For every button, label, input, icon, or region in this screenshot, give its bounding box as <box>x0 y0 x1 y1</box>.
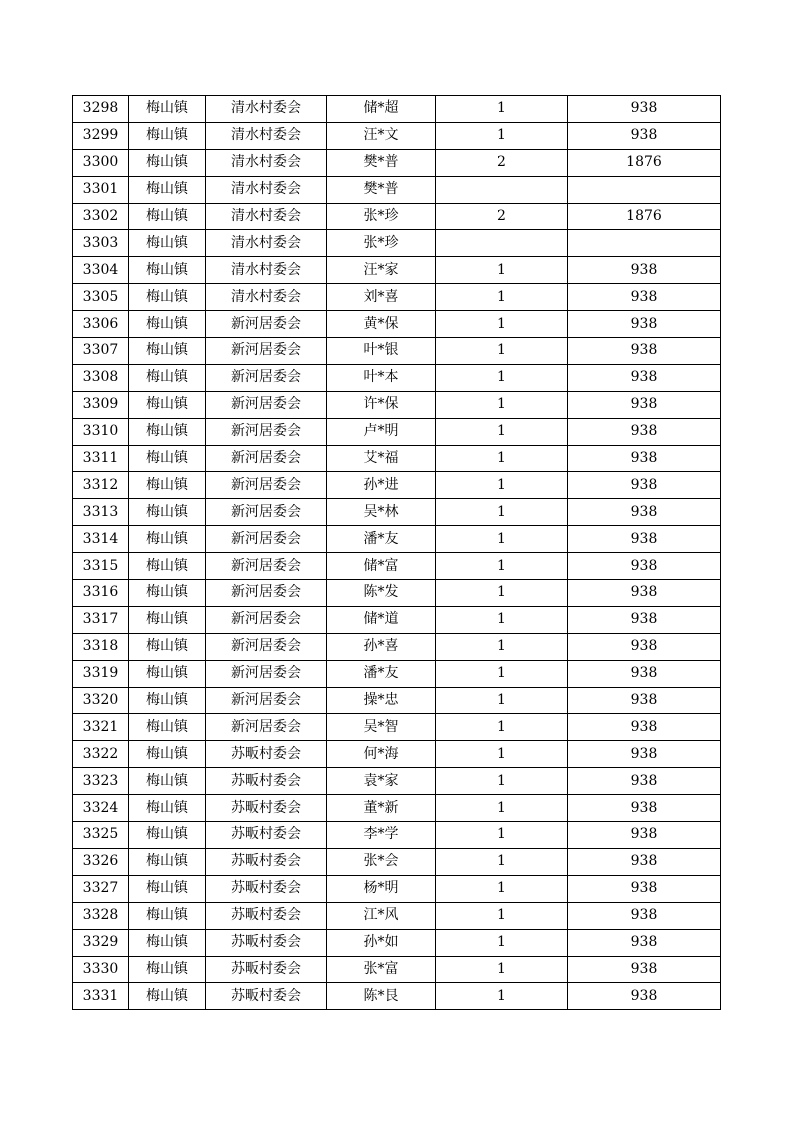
village-committee-cell: 新河居委会 <box>206 418 327 445</box>
town-cell: 梅山镇 <box>129 149 206 176</box>
serial-number-cell: 3308 <box>73 364 129 391</box>
table-row <box>73 714 721 741</box>
village-committee-cell: 清水村委会 <box>206 284 327 311</box>
amount-cell <box>568 230 721 257</box>
serial-number-cell: 3328 <box>73 902 129 929</box>
town-cell: 梅山镇 <box>129 499 206 526</box>
town-cell: 梅山镇 <box>129 230 206 257</box>
serial-number-cell: 3307 <box>73 338 129 365</box>
amount-cell: 938 <box>568 687 721 714</box>
serial-number-cell: 3327 <box>73 875 129 902</box>
town-cell: 梅山镇 <box>129 96 206 123</box>
table-row <box>73 499 721 526</box>
count-cell: 1 <box>436 364 568 391</box>
count-cell: 1 <box>436 122 568 149</box>
person-name-cell: 孙*进 <box>327 472 436 499</box>
town-cell: 梅山镇 <box>129 902 206 929</box>
count-cell: 2 <box>436 149 568 176</box>
town-cell: 梅山镇 <box>129 445 206 472</box>
amount-cell: 938 <box>568 96 721 123</box>
table-row <box>73 96 721 123</box>
town-cell: 梅山镇 <box>129 553 206 580</box>
serial-number-cell: 3322 <box>73 741 129 768</box>
village-committee-cell: 新河居委会 <box>206 445 327 472</box>
count-cell: 1 <box>436 526 568 553</box>
count-cell: 1 <box>436 606 568 633</box>
serial-number-cell: 3331 <box>73 983 129 1010</box>
village-committee-cell: 清水村委会 <box>206 176 327 203</box>
serial-number-cell: 3312 <box>73 472 129 499</box>
amount-cell: 938 <box>568 822 721 849</box>
count-cell: 1 <box>436 391 568 418</box>
person-name-cell: 储*富 <box>327 553 436 580</box>
count-cell: 1 <box>436 472 568 499</box>
table-row <box>73 149 721 176</box>
person-name-cell: 陈*发 <box>327 580 436 607</box>
serial-number-cell: 3299 <box>73 122 129 149</box>
serial-number-cell: 3301 <box>73 176 129 203</box>
roster-table-body <box>73 96 721 1010</box>
serial-number-cell: 3326 <box>73 848 129 875</box>
person-name-cell: 吴*林 <box>327 499 436 526</box>
serial-number-cell: 3324 <box>73 795 129 822</box>
table-row <box>73 902 721 929</box>
count-cell: 1 <box>436 257 568 284</box>
person-name-cell: 何*海 <box>327 741 436 768</box>
amount-cell: 938 <box>568 391 721 418</box>
town-cell: 梅山镇 <box>129 418 206 445</box>
person-name-cell: 张*珍 <box>327 230 436 257</box>
amount-cell: 938 <box>568 499 721 526</box>
village-committee-cell: 新河居委会 <box>206 311 327 338</box>
town-cell: 梅山镇 <box>129 660 206 687</box>
amount-cell: 938 <box>568 741 721 768</box>
village-committee-cell: 新河居委会 <box>206 606 327 633</box>
table-row <box>73 929 721 956</box>
person-name-cell: 潘*友 <box>327 526 436 553</box>
table-row <box>73 633 721 660</box>
village-committee-cell: 新河居委会 <box>206 553 327 580</box>
village-committee-cell: 苏畈村委会 <box>206 768 327 795</box>
table-row <box>73 660 721 687</box>
table-row <box>73 284 721 311</box>
person-name-cell: 陈*艮 <box>327 983 436 1010</box>
person-name-cell: 孙*喜 <box>327 633 436 660</box>
person-name-cell: 张*会 <box>327 848 436 875</box>
serial-number-cell: 3311 <box>73 445 129 472</box>
table-row <box>73 848 721 875</box>
person-name-cell: 樊*普 <box>327 149 436 176</box>
serial-number-cell: 3309 <box>73 391 129 418</box>
amount-cell: 938 <box>568 580 721 607</box>
village-committee-cell: 新河居委会 <box>206 526 327 553</box>
serial-number-cell: 3315 <box>73 553 129 580</box>
village-committee-cell: 苏畈村委会 <box>206 795 327 822</box>
serial-number-cell: 3325 <box>73 822 129 849</box>
count-cell: 1 <box>436 768 568 795</box>
amount-cell: 938 <box>568 553 721 580</box>
count-cell: 1 <box>436 848 568 875</box>
count-cell <box>436 176 568 203</box>
serial-number-cell: 3318 <box>73 633 129 660</box>
village-committee-cell: 新河居委会 <box>206 660 327 687</box>
table-row <box>73 364 721 391</box>
town-cell: 梅山镇 <box>129 848 206 875</box>
serial-number-cell: 3310 <box>73 418 129 445</box>
person-name-cell: 樊*普 <box>327 176 436 203</box>
count-cell <box>436 230 568 257</box>
table-row <box>73 768 721 795</box>
amount-cell: 938 <box>568 284 721 311</box>
town-cell: 梅山镇 <box>129 875 206 902</box>
village-committee-cell: 清水村委会 <box>206 230 327 257</box>
table-row <box>73 822 721 849</box>
person-name-cell: 潘*友 <box>327 660 436 687</box>
amount-cell: 938 <box>568 311 721 338</box>
person-name-cell: 汪*文 <box>327 122 436 149</box>
count-cell: 1 <box>436 445 568 472</box>
table-row <box>73 795 721 822</box>
person-name-cell: 张*珍 <box>327 203 436 230</box>
amount-cell: 938 <box>568 418 721 445</box>
serial-number-cell: 3317 <box>73 606 129 633</box>
serial-number-cell: 3302 <box>73 203 129 230</box>
village-committee-cell: 清水村委会 <box>206 257 327 284</box>
town-cell: 梅山镇 <box>129 795 206 822</box>
count-cell: 1 <box>436 338 568 365</box>
village-committee-cell: 苏畈村委会 <box>206 983 327 1010</box>
person-name-cell: 张*富 <box>327 956 436 983</box>
amount-cell: 938 <box>568 875 721 902</box>
serial-number-cell: 3313 <box>73 499 129 526</box>
count-cell: 1 <box>436 418 568 445</box>
count-cell: 1 <box>436 902 568 929</box>
village-committee-cell: 清水村委会 <box>206 149 327 176</box>
village-committee-cell: 清水村委会 <box>206 203 327 230</box>
count-cell: 1 <box>436 580 568 607</box>
town-cell: 梅山镇 <box>129 606 206 633</box>
serial-number-cell: 3303 <box>73 230 129 257</box>
serial-number-cell: 3300 <box>73 149 129 176</box>
person-name-cell: 卢*明 <box>327 418 436 445</box>
person-name-cell: 许*保 <box>327 391 436 418</box>
table-row <box>73 203 721 230</box>
amount-cell: 938 <box>568 445 721 472</box>
serial-number-cell: 3330 <box>73 956 129 983</box>
table-row <box>73 741 721 768</box>
table-row <box>73 257 721 284</box>
village-committee-cell: 新河居委会 <box>206 580 327 607</box>
town-cell: 梅山镇 <box>129 257 206 284</box>
person-name-cell: 操*忠 <box>327 687 436 714</box>
count-cell: 1 <box>436 553 568 580</box>
town-cell: 梅山镇 <box>129 311 206 338</box>
village-committee-cell: 苏畈村委会 <box>206 902 327 929</box>
village-committee-cell: 苏畈村委会 <box>206 848 327 875</box>
amount-cell: 938 <box>568 633 721 660</box>
table-row <box>73 580 721 607</box>
person-name-cell: 李*学 <box>327 822 436 849</box>
amount-cell: 938 <box>568 983 721 1010</box>
town-cell: 梅山镇 <box>129 526 206 553</box>
serial-number-cell: 3323 <box>73 768 129 795</box>
village-committee-cell: 苏畈村委会 <box>206 822 327 849</box>
town-cell: 梅山镇 <box>129 364 206 391</box>
village-committee-cell: 新河居委会 <box>206 391 327 418</box>
serial-number-cell: 3314 <box>73 526 129 553</box>
village-committee-cell: 新河居委会 <box>206 687 327 714</box>
town-cell: 梅山镇 <box>129 741 206 768</box>
count-cell: 1 <box>436 875 568 902</box>
village-committee-cell: 苏畈村委会 <box>206 929 327 956</box>
person-name-cell: 杨*明 <box>327 875 436 902</box>
village-committee-cell: 苏畈村委会 <box>206 741 327 768</box>
amount-cell: 938 <box>568 902 721 929</box>
town-cell: 梅山镇 <box>129 338 206 365</box>
serial-number-cell: 3321 <box>73 714 129 741</box>
village-committee-cell: 苏畈村委会 <box>206 875 327 902</box>
village-committee-cell: 新河居委会 <box>206 633 327 660</box>
table-row <box>73 122 721 149</box>
town-cell: 梅山镇 <box>129 714 206 741</box>
amount-cell: 938 <box>568 714 721 741</box>
person-name-cell: 储*道 <box>327 606 436 633</box>
count-cell: 1 <box>436 687 568 714</box>
amount-cell: 938 <box>568 364 721 391</box>
town-cell: 梅山镇 <box>129 203 206 230</box>
town-cell: 梅山镇 <box>129 580 206 607</box>
amount-cell: 1876 <box>568 203 721 230</box>
town-cell: 梅山镇 <box>129 956 206 983</box>
amount-cell: 1876 <box>568 149 721 176</box>
village-committee-cell: 新河居委会 <box>206 338 327 365</box>
count-cell: 1 <box>436 284 568 311</box>
amount-cell: 938 <box>568 768 721 795</box>
person-name-cell: 叶*银 <box>327 338 436 365</box>
serial-number-cell: 3316 <box>73 580 129 607</box>
amount-cell: 938 <box>568 795 721 822</box>
village-committee-cell: 清水村委会 <box>206 96 327 123</box>
amount-cell: 938 <box>568 956 721 983</box>
amount-cell: 938 <box>568 660 721 687</box>
count-cell: 1 <box>436 956 568 983</box>
serial-number-cell: 3306 <box>73 311 129 338</box>
town-cell: 梅山镇 <box>129 284 206 311</box>
person-name-cell: 汪*家 <box>327 257 436 284</box>
serial-number-cell: 3319 <box>73 660 129 687</box>
table-row <box>73 338 721 365</box>
serial-number-cell: 3329 <box>73 929 129 956</box>
table-row <box>73 311 721 338</box>
table-row <box>73 956 721 983</box>
count-cell: 1 <box>436 633 568 660</box>
person-name-cell: 刘*喜 <box>327 284 436 311</box>
table-row <box>73 230 721 257</box>
village-committee-cell: 新河居委会 <box>206 364 327 391</box>
town-cell: 梅山镇 <box>129 633 206 660</box>
town-cell: 梅山镇 <box>129 822 206 849</box>
town-cell: 梅山镇 <box>129 391 206 418</box>
person-name-cell: 艾*福 <box>327 445 436 472</box>
amount-cell: 938 <box>568 526 721 553</box>
village-committee-cell: 新河居委会 <box>206 714 327 741</box>
count-cell: 1 <box>436 795 568 822</box>
person-name-cell: 孙*如 <box>327 929 436 956</box>
village-committee-cell: 新河居委会 <box>206 499 327 526</box>
amount-cell: 938 <box>568 472 721 499</box>
amount-cell: 938 <box>568 257 721 284</box>
village-committee-cell: 清水村委会 <box>206 122 327 149</box>
person-name-cell: 吴*智 <box>327 714 436 741</box>
count-cell: 1 <box>436 983 568 1010</box>
table-row <box>73 983 721 1010</box>
table-row <box>73 875 721 902</box>
count-cell: 1 <box>436 660 568 687</box>
serial-number-cell: 3298 <box>73 96 129 123</box>
person-name-cell: 储*超 <box>327 96 436 123</box>
town-cell: 梅山镇 <box>129 122 206 149</box>
count-cell: 1 <box>436 311 568 338</box>
person-name-cell: 叶*本 <box>327 364 436 391</box>
amount-cell: 938 <box>568 929 721 956</box>
amount-cell: 938 <box>568 122 721 149</box>
serial-number-cell: 3305 <box>73 284 129 311</box>
table-row <box>73 606 721 633</box>
amount-cell <box>568 176 721 203</box>
town-cell: 梅山镇 <box>129 472 206 499</box>
count-cell: 1 <box>436 822 568 849</box>
count-cell: 1 <box>436 714 568 741</box>
amount-cell: 938 <box>568 848 721 875</box>
table-row <box>73 418 721 445</box>
count-cell: 1 <box>436 96 568 123</box>
village-committee-cell: 苏畈村委会 <box>206 956 327 983</box>
amount-cell: 938 <box>568 338 721 365</box>
table-row <box>73 687 721 714</box>
count-cell: 2 <box>436 203 568 230</box>
person-name-cell: 江*风 <box>327 902 436 929</box>
person-name-cell: 袁*家 <box>327 768 436 795</box>
amount-cell: 938 <box>568 606 721 633</box>
person-name-cell: 黄*保 <box>327 311 436 338</box>
town-cell: 梅山镇 <box>129 687 206 714</box>
village-committee-cell: 新河居委会 <box>206 472 327 499</box>
town-cell: 梅山镇 <box>129 176 206 203</box>
town-cell: 梅山镇 <box>129 983 206 1010</box>
serial-number-cell: 3304 <box>73 257 129 284</box>
town-cell: 梅山镇 <box>129 768 206 795</box>
roster-table <box>72 95 721 1010</box>
table-row <box>73 176 721 203</box>
table-row <box>73 553 721 580</box>
count-cell: 1 <box>436 741 568 768</box>
count-cell: 1 <box>436 499 568 526</box>
table-row <box>73 391 721 418</box>
town-cell: 梅山镇 <box>129 929 206 956</box>
count-cell: 1 <box>436 929 568 956</box>
person-name-cell: 董*新 <box>327 795 436 822</box>
serial-number-cell: 3320 <box>73 687 129 714</box>
table-row <box>73 472 721 499</box>
table-row <box>73 445 721 472</box>
table-row <box>73 526 721 553</box>
